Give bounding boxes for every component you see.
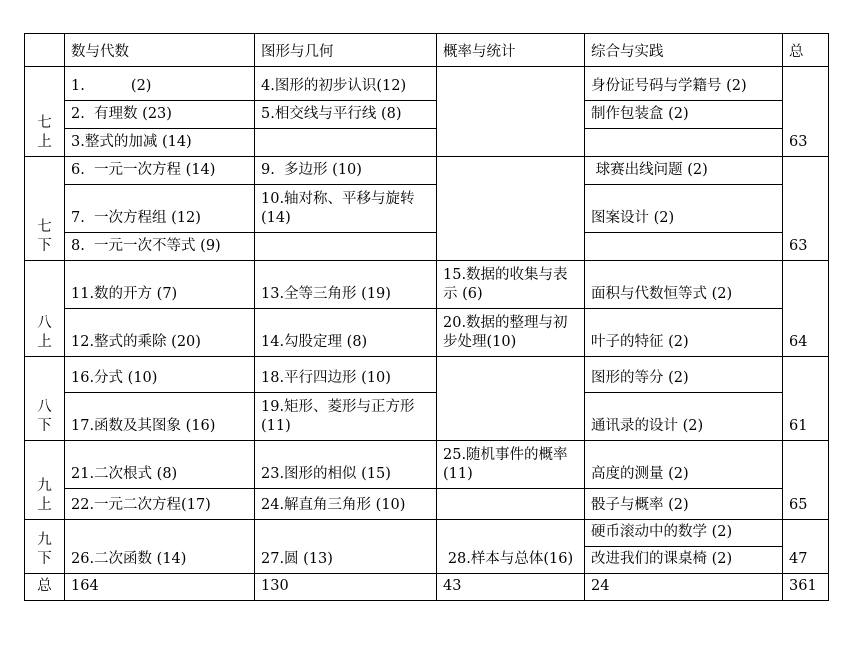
statistics-cell: 20.数据的整理与初步处理(10) <box>437 309 585 357</box>
table-row <box>25 233 829 261</box>
geometry-cell: 13.全等三角形 (19) <box>255 261 437 309</box>
geometry-cell: 4.图形的初步认识(12) <box>255 67 437 101</box>
geometry-cell: 23.图形的相似 (15) <box>255 441 437 489</box>
algebra-cell: 12.整式的乘除 (20) <box>65 309 255 357</box>
geometry-cell: 9. 多边形 (10) <box>255 157 437 185</box>
grade-total-7b: 63 <box>783 233 829 261</box>
grade-label-7b: 七下 <box>25 157 65 261</box>
practice-cell: 高度的测量 (2) <box>585 441 783 489</box>
geometry-cell-empty <box>255 129 437 157</box>
algebra-cell: 17.函数及其图象 (16) <box>65 393 255 441</box>
geometry-cell: 14.勾股定理 (8) <box>255 309 437 357</box>
total-cell-empty <box>783 357 829 393</box>
geometry-cell: 27.圆 (13) <box>255 520 437 574</box>
geometry-cell: 18.平行四边形 (10) <box>255 357 437 393</box>
statistics-cell-empty <box>437 489 585 520</box>
practice-cell: 硬币滚动中的数学 (2) <box>585 520 783 547</box>
practice-cell: 通讯录的设计 (2) <box>585 393 783 441</box>
practice-cell: 球赛出线问题 (2) <box>585 157 783 185</box>
practice-cell: 图形的等分 (2) <box>585 357 783 393</box>
statistics-cell: 25.随机事件的概率 (11) <box>437 441 585 489</box>
statistics-cell: 15.数据的收集与表示 (6) <box>437 261 585 309</box>
sum-geometry: 130 <box>255 574 437 601</box>
practice-cell: 制作包装盒 (2) <box>585 101 783 129</box>
sum-total: 361 <box>783 574 829 601</box>
curriculum-table <box>24 33 829 601</box>
header-geometry: 图形与几何 <box>255 34 437 67</box>
sum-algebra: 164 <box>65 574 255 601</box>
algebra-cell: 26.二次函数 (14) <box>65 520 255 574</box>
grade-label-7a: 七上 <box>25 67 65 157</box>
geometry-cell: 10.轴对称、平移与旋转 (14) <box>255 185 437 233</box>
algebra-cell: 8. 一元一次不等式 (9) <box>65 233 255 261</box>
table-row <box>25 441 829 489</box>
algebra-cell: 6. 一元一次方程 (14) <box>65 157 255 185</box>
geometry-cell: 19.矩形、菱形与正方形 (11) <box>255 393 437 441</box>
grade-label-9a: 九上 <box>25 441 65 520</box>
geometry-cell: 5.相交线与平行线 (8) <box>255 101 437 129</box>
grade-label-8b: 八下 <box>25 357 65 441</box>
grade-label-9b: 九下 <box>25 520 65 574</box>
table-row <box>25 309 829 357</box>
table-row <box>25 129 829 157</box>
sum-row <box>25 574 829 601</box>
sum-label: 总 <box>25 574 65 601</box>
practice-cell: 叶子的特征 (2) <box>585 309 783 357</box>
header-total: 总 <box>783 34 829 67</box>
algebra-cell: 7. 一次方程组 (12) <box>65 185 255 233</box>
total-cell-empty <box>783 185 829 233</box>
header-algebra: 数与代数 <box>65 34 255 67</box>
algebra-cell: 2. 有理数 (23) <box>65 101 255 129</box>
practice-cell: 改进我们的课桌椅 (2) <box>585 547 783 574</box>
practice-cell: 面积与代数恒等式 (2) <box>585 261 783 309</box>
algebra-cell: 11.数的开方 (7) <box>65 261 255 309</box>
header-row <box>25 34 829 67</box>
practice-cell: 图案设计 (2) <box>585 185 783 233</box>
header-practice: 综合与实践 <box>585 34 783 67</box>
algebra-cell: 22.一元二次方程(17) <box>65 489 255 520</box>
total-cell-empty <box>783 101 829 129</box>
sum-statistics: 43 <box>437 574 585 601</box>
algebra-cell: 3.整式的加减 (14) <box>65 129 255 157</box>
statistics-cell-empty <box>437 357 585 441</box>
table-row <box>25 489 829 520</box>
total-cell-empty <box>783 67 829 101</box>
total-cell-empty <box>783 441 829 489</box>
statistics-cell: 28.样本与总体(16) <box>437 520 585 574</box>
sum-practice: 24 <box>585 574 783 601</box>
table-row <box>25 261 829 309</box>
table-row <box>25 101 829 129</box>
geometry-cell-empty <box>255 233 437 261</box>
table-row <box>25 157 829 185</box>
practice-cell-empty <box>585 129 783 157</box>
geometry-cell: 24.解直角三角形 (10) <box>255 489 437 520</box>
grade-total-9b: 47 <box>783 520 829 574</box>
algebra-cell: 16.分式 (10) <box>65 357 255 393</box>
algebra-cell: 21.二次根式 (8) <box>65 441 255 489</box>
statistics-cell-empty <box>437 157 585 261</box>
grade-label-8a: 八上 <box>25 261 65 357</box>
header-cell-blank <box>25 34 65 67</box>
header-statistics: 概率与统计 <box>437 34 585 67</box>
table-row <box>25 520 829 547</box>
total-cell-empty <box>783 157 829 185</box>
total-cell-empty <box>783 261 829 309</box>
practice-cell: 身份证号码与学籍号 (2) <box>585 67 783 101</box>
grade-total-8b: 61 <box>783 393 829 441</box>
grade-total-9a: 65 <box>783 489 829 520</box>
table-row <box>25 67 829 101</box>
algebra-cell: 1. (2) <box>65 67 255 101</box>
table-row <box>25 357 829 393</box>
grade-total-7a: 63 <box>783 129 829 157</box>
table-row <box>25 393 829 441</box>
statistics-cell-empty <box>437 67 585 157</box>
practice-cell-empty <box>585 233 783 261</box>
practice-cell: 骰子与概率 (2) <box>585 489 783 520</box>
grade-total-8a: 64 <box>783 309 829 357</box>
table-row <box>25 185 829 233</box>
